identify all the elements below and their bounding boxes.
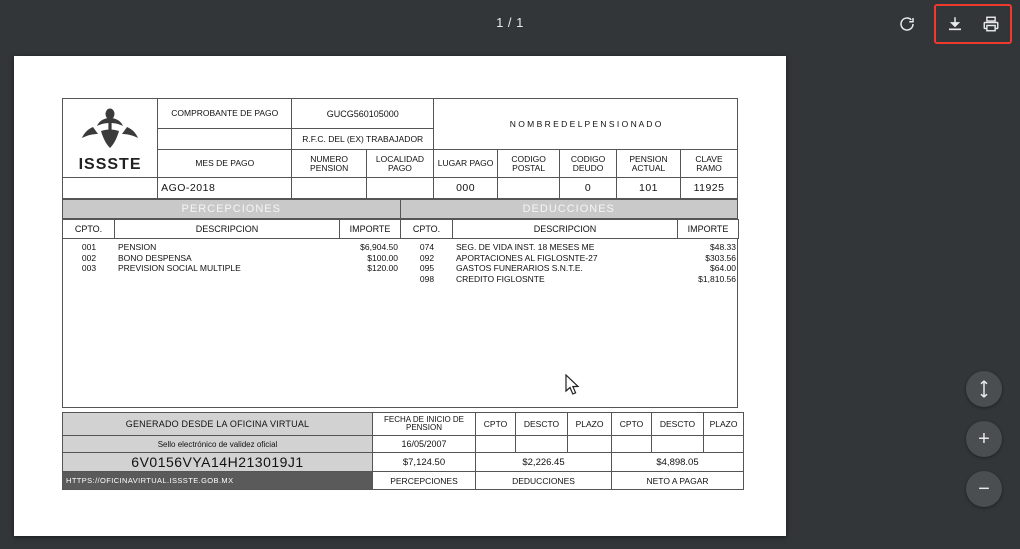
receipt-footer-table (62, 412, 744, 490)
total-deducciones-value: $2,226.45 (476, 453, 612, 472)
comprobante-label-cont (158, 129, 292, 150)
rfc-value: GUCG560105000 (292, 99, 434, 129)
pension-actual-value: 101 (616, 178, 680, 199)
fecha-inicio-value: 16/05/2007 (373, 436, 476, 453)
plazo-value-1 (568, 436, 612, 453)
perc-col-cpto: CPTO. (63, 220, 115, 239)
ded-cpto: 095 (419, 263, 435, 274)
localidad-pago-value (366, 178, 433, 199)
lugar-pago-label: LUGAR PAGO (434, 150, 498, 178)
perc-desc: BONO DESPENSA (118, 252, 192, 263)
cpto-label-1: CPTO (476, 413, 516, 436)
folio-value: 6V0156VYA14H213019J1 (63, 453, 373, 472)
localidad-pago-label: LOCALIDAD PAGO (366, 150, 433, 178)
perc-cpto: 002 (81, 252, 97, 263)
cpto-value-1 (476, 436, 516, 453)
table-row (63, 239, 739, 253)
descto-label-2: DESCTO (652, 413, 704, 436)
fit-to-page-icon[interactable] (966, 371, 1002, 407)
deducciones-title: DEDUCCIONES (400, 200, 738, 219)
perc-cpto: 003 (81, 263, 97, 274)
print-icon[interactable] (974, 7, 1008, 41)
deducciones-total-label: DEDUCCIONES (476, 472, 612, 490)
clave-ramo-label: CLAVE RAMO (681, 150, 738, 178)
ded-importe: $48.33 (710, 242, 736, 252)
codigo-deudo-label: CODIGO DEUDO (560, 150, 617, 178)
pension-actual-label: PENSION ACTUAL (616, 150, 680, 178)
generado-title: GENERADO DESDE LA OFICINA VIRTUAL (63, 413, 373, 436)
zoom-controls (966, 421, 1002, 507)
ded-col-desc: DESCRIPCION (453, 220, 678, 239)
percepciones-total-label: PERCEPCIONES (373, 472, 476, 490)
codigo-deudo-value: 0 (560, 178, 617, 199)
concept-rows-table (63, 239, 739, 285)
perc-desc: PENSION (118, 242, 157, 252)
descto-value-2 (652, 436, 704, 453)
total-percepciones-value: $7,124.50 (373, 453, 476, 472)
numero-pension-label: NUMERO PENSION (292, 150, 366, 178)
download-icon[interactable] (938, 7, 972, 41)
plazo-label-2: PLAZO (704, 413, 744, 436)
ded-desc: APORTACIONES AL FIGLOSNTE-27 (456, 252, 598, 263)
cpto-label-2: CPTO (612, 413, 652, 436)
perc-cpto-empty (63, 274, 115, 285)
ded-importe: $64.00 (710, 263, 736, 274)
codigo-postal-label: CODIGO POSTAL (498, 150, 560, 178)
cpto-value-2 (612, 436, 652, 453)
payment-receipt (62, 98, 738, 490)
concept-body (62, 239, 738, 408)
perc-cpto: 001 (81, 242, 97, 252)
plazo-value-2 (704, 436, 744, 453)
lugar-pago-value: 000 (434, 178, 498, 199)
ded-cpto: 098 (419, 273, 435, 284)
download-print-group (934, 4, 1012, 44)
fecha-inicio-label: FECHA DE INICIO DE PENSION (373, 413, 476, 436)
comprobante-label: COMPROBANTE DE PAGO (158, 99, 292, 129)
perc-importe: $100.00 (367, 252, 398, 263)
section-band (62, 199, 738, 219)
ded-importe: $303.56 (705, 252, 736, 263)
perc-col-importe: IMPORTE (340, 220, 401, 239)
page-indicator: 1 / 1 (496, 14, 524, 30)
clave-ramo-value: 11925 (681, 178, 738, 199)
numero-pension-value (292, 178, 366, 199)
perc-col-desc: DESCRIPCION (115, 220, 340, 239)
mes-pago-value: AGO-2018 (158, 178, 292, 199)
columns-header (62, 219, 739, 239)
pdf-page[interactable] (14, 56, 786, 536)
pdf-viewer-toolbar (0, 0, 1020, 44)
ded-col-cpto: CPTO. (401, 220, 453, 239)
perc-desc-empty (115, 274, 340, 285)
codigo-postal-value (498, 178, 560, 199)
eagle-emblem-icon (79, 104, 141, 154)
percepciones-title: PERCEPCIONES (63, 200, 401, 219)
ded-desc: CREDITO FIGLOSNTE (456, 273, 545, 284)
total-neto-value: $4,898.05 (612, 453, 744, 472)
plazo-label-1: PLAZO (568, 413, 612, 436)
receipt-header-table (62, 98, 738, 199)
descto-value-1 (516, 436, 568, 453)
ded-col-importe: IMPORTE (678, 220, 739, 239)
issste-wordmark: ISSSTE (78, 156, 142, 173)
sello-text: Sello electrónico de validez oficial (63, 436, 373, 453)
rfc-label: R.F.C. DEL (EX) TRABAJADOR (292, 129, 434, 150)
table-row (63, 274, 739, 285)
table-row (63, 263, 739, 274)
nombre-pensionado-label: N O M B R E D E L P E N S I O N A D O (434, 99, 738, 150)
neto-a-pagar-label: NETO A PAGAR (612, 472, 744, 490)
perc-desc: PREVISION SOCIAL MULTIPLE (118, 263, 241, 274)
ded-cpto: 074 (419, 242, 435, 252)
ded-desc: GASTOS FUNERARIOS S.N.T.E. (456, 263, 583, 274)
perc-importe: $120.00 (367, 263, 398, 274)
ded-desc: SEG. DE VIDA INST. 18 MESES ME (456, 242, 595, 252)
issste-logo (63, 99, 158, 178)
toolbar-right-group (890, 4, 1012, 44)
rotate-icon[interactable] (890, 7, 924, 41)
perc-importe: $6,904.50 (360, 242, 398, 252)
logo-cell-spacer (63, 178, 158, 199)
zoom-out-button[interactable]: − (966, 471, 1002, 507)
ded-cpto: 092 (419, 252, 435, 263)
zoom-in-button[interactable]: + (966, 421, 1002, 457)
mes-pago-label: MES DE PAGO (158, 150, 292, 178)
ded-importe: $1,810.56 (698, 273, 736, 284)
oficina-virtual-url: HTTPS://OFICINAVIRTUAL.ISSSTE.GOB.MX (63, 472, 373, 490)
perc-importe-empty (340, 274, 401, 285)
descto-label-1: DESCTO (516, 413, 568, 436)
table-row (63, 253, 739, 264)
